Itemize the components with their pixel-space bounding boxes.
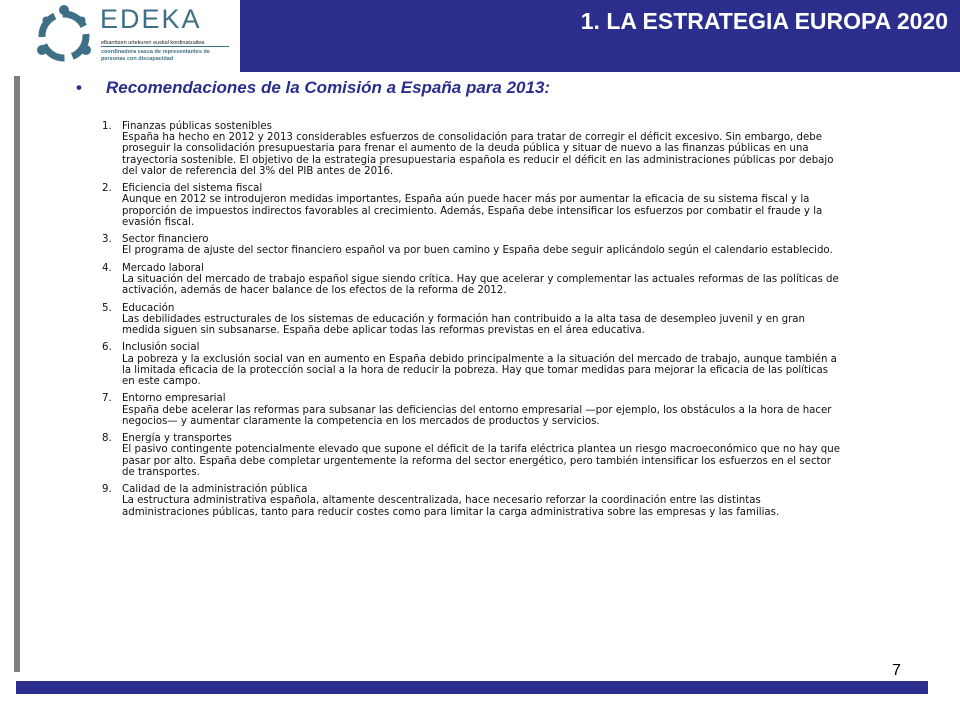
title-bar bbox=[240, 0, 960, 72]
logo-divider bbox=[101, 46, 229, 47]
logo-tagline: elbarritzen urtekuren euskal kordinatzailea bbox=[101, 40, 205, 46]
item-title: Energía y transportes bbox=[122, 433, 232, 445]
item-text: España debe acelerar las reformas para subsanar las deficiencias del entorno empresarial —por ejemplo, los obstáculos a la hora de hacer negocios— y aumentar claramente la competencia en los mercados de productos y servicios. bbox=[122, 404, 832, 427]
item-text: Aunque en 2012 se introdujeron medidas importantes, España aún puede hacer más por aumentar la eficacia de su sistema fiscal y la proporción de impuestos indirectos favorables al crecimiento. Además, España debe intensificar los esfuerzos por combatir el fraude y la evasión fiscal. bbox=[122, 194, 823, 228]
item-number: 3. bbox=[102, 234, 112, 246]
recommendation-item-5 bbox=[100, 303, 840, 337]
item-title: Calidad de la administración pública bbox=[122, 484, 308, 496]
recommendation-item-4 bbox=[100, 263, 840, 297]
item-number: 4. bbox=[102, 262, 112, 274]
recommendation-item-9 bbox=[100, 484, 840, 518]
item-title: Sector financiero bbox=[122, 234, 209, 246]
page-number: 7 bbox=[892, 662, 901, 679]
item-number: 8. bbox=[102, 433, 112, 445]
item-title: Inclusión social bbox=[122, 342, 200, 354]
recommendation-item-6 bbox=[100, 342, 840, 387]
item-title: Mercado laboral bbox=[122, 262, 204, 274]
left-accent-bar bbox=[14, 76, 20, 672]
item-text: España ha hecho en 2012 y 2013 considerables esfuerzos de consolidación para tratar de corregir el déficit excesivo. Sin embargo, debe proseguir la consolidación presupuestaria para frenar el aumento de la deuda pública y situar de nuevo a las finanzas públicas en una trayectoria sostenible. El objetivo de la estrategia presupuestaria española es reducir el déficit en las administraciones públicas por debajo del valor de referencia del 3% del PIB antes de 2016. bbox=[122, 132, 834, 177]
item-text: La estructura administrativa española, altamente descentralizada, hace necesario reforzar la coordinación entre las distintas administraciones públicas, tanto para reducir costes como para limitar la carga administrativa sobre las empresas y las familias. bbox=[122, 495, 780, 518]
recommendation-item-7 bbox=[100, 393, 840, 427]
recommendation-list bbox=[100, 121, 840, 524]
bullet-icon: • bbox=[76, 78, 82, 97]
item-number: 5. bbox=[102, 302, 112, 314]
item-number: 7. bbox=[102, 393, 112, 405]
item-title: Educación bbox=[122, 302, 175, 314]
subtitle-text: Recomendaciones de la Comisión a España para 2013: bbox=[106, 78, 551, 97]
item-title: Entorno empresarial bbox=[122, 393, 226, 405]
item-title: Eficiencia del sistema fiscal bbox=[122, 183, 263, 195]
recommendation-item-2 bbox=[100, 183, 840, 228]
slide-title: 1. LA ESTRATEGIA EUROPA 2020 bbox=[580, 8, 948, 34]
item-text: La pobreza y la exclusión social van en aumento en España debido principalmente a la situación del mercado de trabajo, aunque también a la limitada eficacia de la protección social a la hora de reducir la pobreza. Hay que tomar medidas para mejorar la eficacia de las políticas en este campo. bbox=[122, 353, 837, 387]
item-text: El pasivo contingente potencialmente elevado que supone el déficit de la tarifa eléctrica plantea un riesgo macroeconómico que no hay que pasar por alto. España debe completar urgentemente la reforma del sector energético, pero también intensificar los esfuerzos en el sector de transportes. bbox=[122, 444, 840, 478]
edeka-logo-icon bbox=[34, 4, 94, 68]
footer-bar bbox=[16, 681, 928, 694]
recommendation-item-8 bbox=[100, 433, 840, 478]
item-number: 1. bbox=[102, 121, 112, 132]
logo-wordmark: EDEKA bbox=[100, 4, 202, 34]
logo-tagline-es: coordinadora vasca de representantes de personas con discapacidad bbox=[101, 49, 210, 62]
item-number: 6. bbox=[102, 342, 112, 354]
slide-subtitle bbox=[76, 78, 550, 98]
item-number: 9. bbox=[102, 484, 112, 496]
recommendation-item-3 bbox=[100, 234, 840, 256]
item-number: 2. bbox=[102, 183, 112, 195]
item-text: El programa de ajuste del sector financiero español va por buen camino y España debe seguir aplicándolo según el calendario establecido. bbox=[122, 245, 833, 257]
item-title: Finanzas públicas sostenibles bbox=[122, 121, 272, 132]
item-text: La situación del mercado de trabajo español sigue siendo crítica. Hay que acelerar y complementar las actuales reformas de las políticas de activación, además de hacer balance de los efectos de la reforma de 2012. bbox=[122, 274, 839, 297]
item-text: Las debilidades estructurales de los sistemas de educación y formación han contribuido a la alta tasa de desempleo juvenil y en gran medida siguen sin subsanarse. España debe aplicar todas las reformas previstas en el área educativa. bbox=[122, 313, 806, 336]
recommendation-item-1 bbox=[100, 121, 840, 177]
logo bbox=[0, 0, 240, 72]
